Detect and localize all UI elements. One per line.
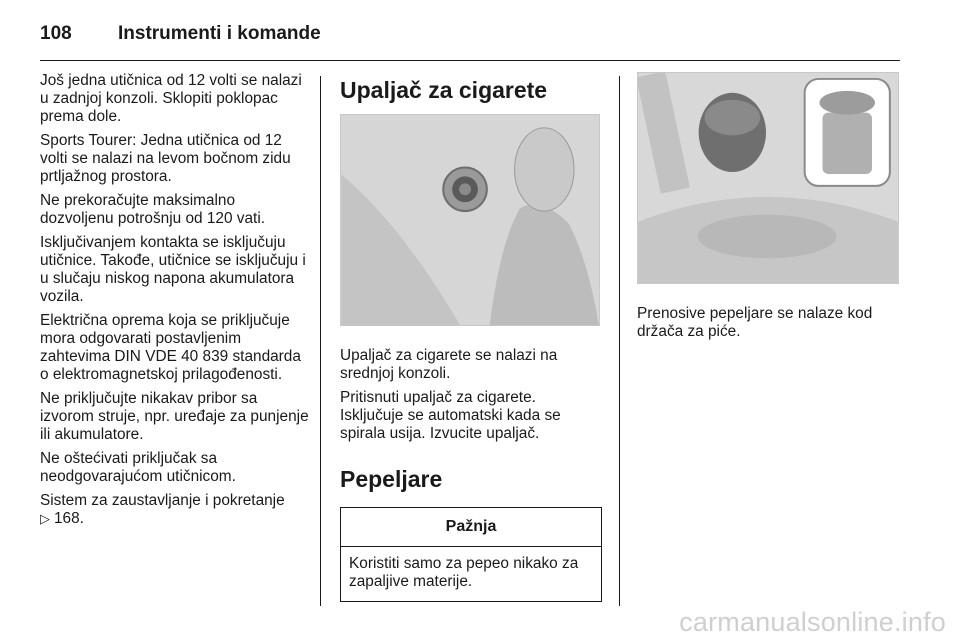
paragraph: Ne priključujte nikakav pribor sa izvorom struje, npr. uređaje za punjenje ili akumulatore. — [40, 390, 309, 443]
column-left — [40, 72, 310, 534]
ashtray-photo — [637, 72, 899, 284]
paragraph: Ne prekoračujte maksimalno dozvoljenu potrošnju od 120 vati. — [40, 192, 266, 227]
column-middle — [340, 72, 602, 602]
header-divider — [40, 60, 900, 61]
section-title-ashtrays: Pepeljare — [340, 466, 443, 492]
watermark: carmanualsonline.info — [679, 607, 946, 637]
paragraph: Prenosive pepeljare se nalaze kod držača za piće. — [637, 305, 873, 340]
section-title-cigarette-lighter: Upaljač za cigarete — [340, 77, 548, 103]
paragraph: Pritisnuti upaljač za cigarete. Isključuje se automatski kada se spirala usija. Izvucite upaljač. — [340, 389, 561, 442]
paragraph: Električna oprema koja se priključuje mora odgovarati postavljenim zahtevima DIN VDE 40 839 standarda o elektromagnetskoj prilagođenosti. — [40, 312, 301, 383]
notice-box — [340, 507, 602, 602]
paragraph: Sports Tourer: Jedna utičnica od 12 volti se nalazi na levom bočnom zidu prtljažnog prostora. — [40, 132, 291, 185]
paragraph: Ne oštećivati priključak sa neodgovarajućom utičnicom. — [40, 450, 236, 485]
paragraph: Upaljač za cigarete se nalazi na srednjoj konzoli. — [340, 347, 558, 382]
paragraph-with-reference — [40, 492, 310, 528]
page-header — [40, 14, 321, 54]
column-right — [637, 72, 899, 347]
column-divider-2 — [619, 76, 620, 606]
page-reference[interactable]: 168. — [54, 510, 84, 527]
paragraph: Još jedna utičnica od 12 volti se nalazi u zadnjoj konzoli. Sklopiti poklopac prema dole. — [40, 72, 302, 125]
cigarette-lighter-photo — [340, 114, 600, 326]
notice-title: Pažnja — [341, 508, 601, 547]
paragraph: Isključivanjem kontakta se isključuju utičnice. Takođe, utičnice se isključuju i u slučaju niskog napona akumulatora vozila. — [40, 234, 306, 305]
column-divider-1 — [320, 76, 321, 606]
notice-body: Koristiti samo za pepeo nikako za zapaljive materije. — [349, 555, 579, 590]
page-reference-arrow-icon[interactable]: ▷ — [40, 511, 50, 526]
page-number: 108 — [40, 23, 72, 44]
paragraph-text: Sistem za zaustavljanje i pokretanje — [40, 492, 285, 509]
page-title: Instrumenti i komande — [118, 23, 321, 44]
